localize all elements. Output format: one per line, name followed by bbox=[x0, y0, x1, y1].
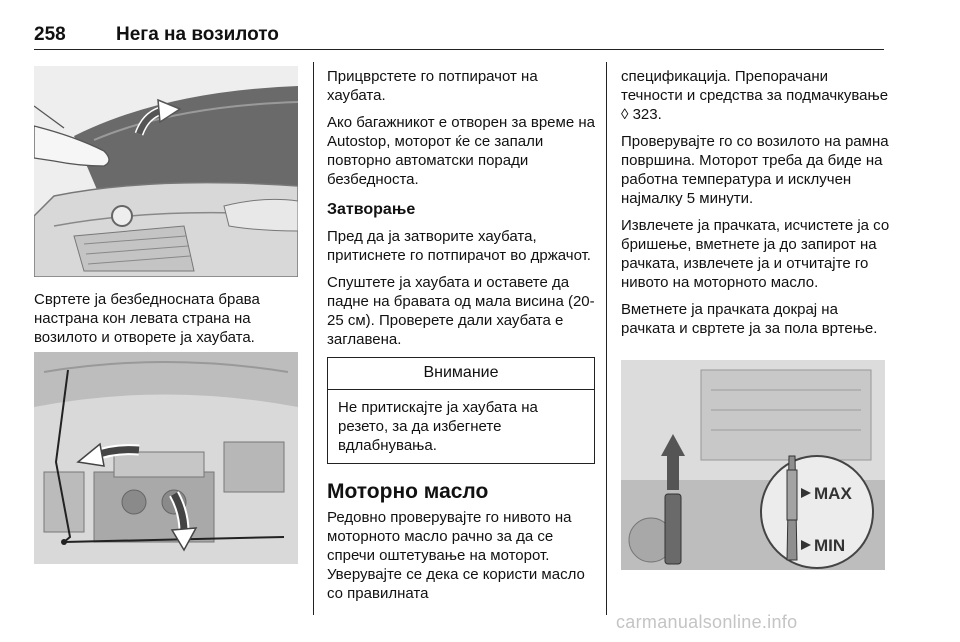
figure-caption: Свртете ја безбедносната брава настрана кон левата страна на возилото и отворете ја хаубата. bbox=[34, 291, 260, 346]
paragraph: Вметнете ја прачката докрај на рачката и свртете ја за пола вртење. bbox=[621, 301, 878, 337]
hood-support-illustration bbox=[34, 352, 298, 564]
paragraph: Редовно проверувајте го нивото на моторното масло рачно за да се спречи оштетување на моторот. Уверувајте се дека се користи масло со правилната bbox=[327, 509, 585, 602]
dipstick-max-label: MAX bbox=[814, 484, 852, 503]
column-3-text bbox=[621, 67, 891, 346]
paragraph: Пред да ја затворите хаубата, притиснете го потпирачот во држачот. bbox=[327, 228, 591, 264]
paragraph: спецификација. Препорачани течности и средства за подмачкување ◊ 323. bbox=[621, 68, 889, 123]
watermark: carmanualsonline.info bbox=[616, 612, 798, 632]
warning-text: Не притискајте ја хаубата на резето, за да избегнете вдлабнувања. bbox=[338, 399, 538, 454]
warning-box bbox=[327, 357, 595, 464]
section-heading: Моторно масло bbox=[327, 480, 489, 503]
page-reference: 323. bbox=[628, 106, 662, 123]
page-reference-icon: ◊ bbox=[621, 106, 629, 123]
dipstick-illustration bbox=[621, 360, 885, 570]
paragraph: Ако багажникот е отворен за време на Autostop, моторот ќе се запали повторно автоматски поради безбедноста. bbox=[327, 114, 595, 188]
paragraph: Извлечете ја прачката, исчистете ја со бришење, вметнете ја до запирот на рачката, извлечете ја и отчитајте го нивото на моторното масло. bbox=[621, 217, 890, 291]
paragraph: Проверувајте го со возилото на рамна површина. Моторот треба да биде на работна температура и исклучен најмалку 5 минути. bbox=[621, 133, 889, 207]
paragraph: Спуштете ја хаубата и оставете да падне на бравата од мала висина (20-25 см). Проверете дали хаубата е заглавена. bbox=[327, 274, 595, 348]
column-2-text bbox=[327, 67, 595, 611]
dipstick-min-label: MIN bbox=[814, 536, 846, 555]
column-divider-2 bbox=[606, 62, 607, 615]
header-divider bbox=[34, 49, 884, 50]
column-divider-1 bbox=[313, 62, 314, 615]
section-heading: Затворање bbox=[327, 201, 416, 218]
warning-title: Внимание bbox=[328, 358, 594, 390]
paragraph: Прицврстете го потпирачот на хаубата. bbox=[327, 68, 538, 104]
hood-release-illustration bbox=[34, 66, 298, 277]
page-title: Нега на возилото bbox=[116, 24, 279, 45]
page-number: 258 bbox=[34, 24, 66, 45]
page-header bbox=[34, 24, 884, 50]
column-1-text bbox=[34, 290, 302, 355]
